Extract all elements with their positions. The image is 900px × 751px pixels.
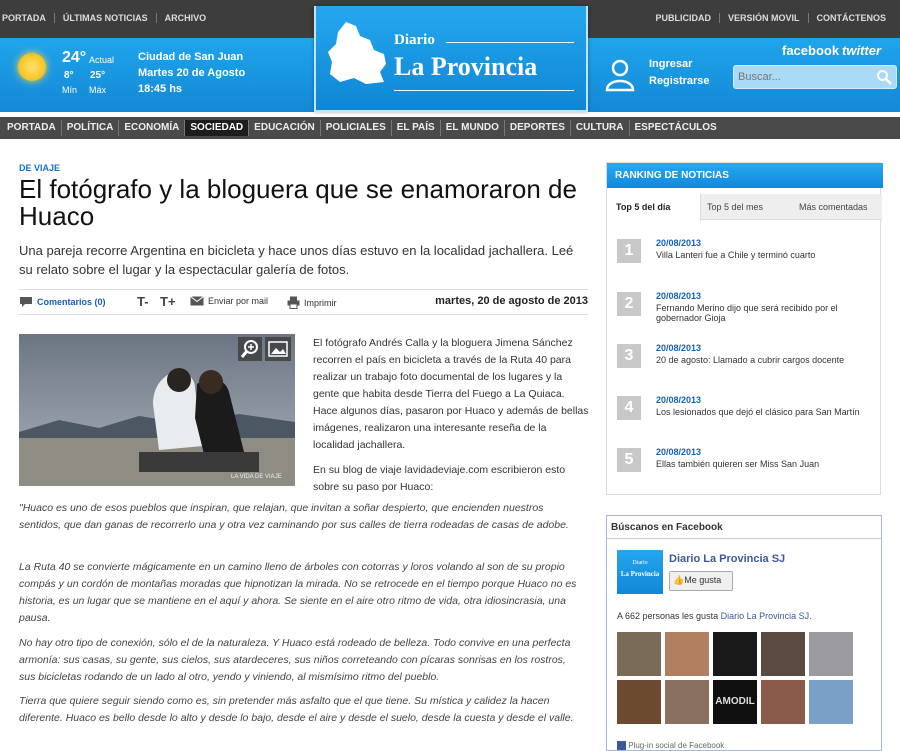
ranking-item-4[interactable] <box>617 395 877 441</box>
ranking-item-5[interactable] <box>617 447 877 493</box>
rank-date: 20/08/2013 <box>656 447 702 457</box>
top-link-version-movil[interactable]: VERSIÓN MOVIL <box>720 13 809 23</box>
email-button[interactable] <box>190 296 268 306</box>
fan-count-page[interactable]: Diario La Provincia SJ. <box>720 611 812 621</box>
quote-paragraph-2: La Ruta 40 se convierte mágicamente en un camino lleno de árboles con cotorras y loros volando al son de su propio compás y un cordón de montañas moradas que hipnotizan la mirada. No se retrocede en el tiempo porque Huaco no es historia, es un lugar que se mantiene en el aquí y ahora. Se siente en el aire otro ritmo de vida, otra idiosincrasia, una pausa. <box>19 561 577 624</box>
article-section-label[interactable]: DE VIAJE <box>19 163 61 173</box>
current-time: 18:45 hs <box>138 83 183 95</box>
fan-avatar[interactable] <box>665 680 709 724</box>
search-box <box>733 65 897 89</box>
nav-politica[interactable]: POLÍTICA <box>62 120 120 136</box>
font-decrease-button[interactable]: T- <box>137 294 149 309</box>
fan-avatar[interactable] <box>809 632 853 676</box>
like-button[interactable] <box>669 571 733 591</box>
current-temperature: 24° <box>62 49 87 66</box>
facebook-widget <box>606 515 882 751</box>
gallery-icon <box>265 337 291 361</box>
nav-sociedad[interactable]: SOCIEDAD <box>185 120 249 136</box>
fb-logo-line2: La Provincia <box>620 570 660 578</box>
rank-headline[interactable]: Fernando Merino dijo que será recibido por el gobernador Gioja <box>656 303 838 323</box>
facebook-link[interactable]: facebook <box>782 43 840 58</box>
gallery-button[interactable] <box>265 337 291 361</box>
facebook-page-name[interactable]: Diario La Provincia SJ <box>669 553 786 565</box>
intro-paragraph-1: El fotógrafo Andrés Calla y la bloguera Jimena Sánchez recorren el país en bicicleta a través de la Ruta 40 para realizar un trabajo foto documental de los lugares y la gente que habita desde Tierra del Fuego a La Quiaca. Hace algunos días, pasaron por Huaco y además de bellas imágenes, realizaron una interesante reseña de la localidad jachallera. <box>313 337 589 451</box>
fan-avatar[interactable]: AMODIL <box>713 680 757 724</box>
facebook-fan-count <box>617 611 812 621</box>
article-photo[interactable] <box>19 334 295 486</box>
fan-avatar[interactable] <box>617 632 661 676</box>
nav-economia[interactable]: ECONOMÍA <box>119 120 185 136</box>
rank-headline[interactable]: 20 de agosto: Llamado a cubrir cargos docente <box>656 355 845 365</box>
province-map-icon <box>326 20 388 86</box>
actual-label: Actual <box>89 55 115 65</box>
current-date: Martes 20 de Agosto <box>138 67 246 79</box>
article-subtitle: Una pareja recorre Argentina en bicicleta y hace unos días estuvo en la localidad jachallera. Leé su relato sobre el lugar y la espectacular galería de fotos. <box>19 243 574 277</box>
comments-label: Comentarios (0) <box>37 297 106 307</box>
nav-cultura[interactable]: CULTURA <box>571 120 630 136</box>
rank-headline[interactable]: Villa Lanteri fue a Chile y terminó cuarto <box>656 250 816 260</box>
comment-icon <box>19 296 33 308</box>
comments-button[interactable] <box>19 296 106 308</box>
rank-number: 1 <box>617 239 641 263</box>
fb-logo-line1: Diario <box>632 560 648 566</box>
rank-date: 20/08/2013 <box>656 343 702 353</box>
top-link-publicidad[interactable]: PUBLICIDAD <box>647 13 720 23</box>
fan-avatar[interactable] <box>617 680 661 724</box>
fan-avatar[interactable] <box>713 632 757 676</box>
magnifier-icon <box>238 337 262 361</box>
rank-number: 4 <box>617 396 641 420</box>
thumbs-up-icon: 👍 <box>673 575 685 585</box>
facebook-plugin-footer <box>617 741 724 750</box>
fan-avatar[interactable] <box>809 680 853 724</box>
ranking-item-2[interactable] <box>617 291 877 337</box>
font-increase-button[interactable]: T+ <box>160 294 176 309</box>
logo-divider-bottom <box>394 90 574 91</box>
location-info <box>138 49 245 97</box>
zoom-button[interactable] <box>238 337 262 361</box>
search-input[interactable] <box>734 66 874 88</box>
top-links-left <box>0 13 214 23</box>
register-link[interactable]: Registrarse <box>649 75 710 87</box>
nav-educacion[interactable]: EDUCACIÓN <box>249 120 321 136</box>
facebook-icon <box>617 741 626 750</box>
envelope-icon <box>190 296 204 306</box>
email-label: Enviar por mail <box>208 296 269 306</box>
sun-icon <box>18 53 46 81</box>
user-links <box>649 56 710 90</box>
ranking-panel <box>606 162 881 495</box>
top-link-portada[interactable]: PORTADA <box>0 13 55 23</box>
article-date: martes, 20 de agosto de 2013 <box>435 295 588 307</box>
nav-espectaculos[interactable]: ESPECTÁCULOS <box>634 122 717 133</box>
print-label: Imprimir <box>304 297 337 308</box>
nav-deportes[interactable]: DEPORTES <box>505 120 571 136</box>
user-icon[interactable] <box>604 58 636 92</box>
rank-number: 3 <box>617 344 641 368</box>
like-label: Me gusta <box>684 575 722 585</box>
fan-count-text: A 662 personas les gusta <box>617 611 721 621</box>
ranking-item-1[interactable] <box>617 238 877 284</box>
ranking-header: RANKING DE NOTICIAS <box>607 163 883 188</box>
nav-el-pais[interactable]: EL PAÍS <box>392 120 441 136</box>
weather-widget <box>0 41 316 109</box>
fan-avatar[interactable] <box>665 632 709 676</box>
quote-paragraph-1: "Huaco es uno de esos pueblos que inspiran, que relajan, que invitan a soñar despierto, que encienden nuestros sentidos, que dan ganas de recorrerlo una y otra vez caminando por sus calles de tierra rodeadas de casas de adobe. <box>19 502 569 531</box>
rank-date: 20/08/2013 <box>656 291 702 301</box>
top-link-ultimas-noticias[interactable]: ÚLTIMAS NOTICIAS <box>55 13 157 23</box>
logo-diario: Diario <box>394 32 435 48</box>
article-intro <box>313 335 589 496</box>
tab-top5-dia[interactable]: Top 5 del día <box>616 202 671 212</box>
ranking-tabs <box>607 194 882 220</box>
tab-top5-mes[interactable]: Top 5 del mes <box>707 202 764 212</box>
min-temperature: 8° <box>64 70 74 81</box>
logo-divider-top <box>446 42 574 43</box>
max-temperature: 25° <box>90 70 106 81</box>
login-link[interactable]: Ingresar <box>649 58 693 70</box>
nav-el-mundo[interactable]: EL MUNDO <box>441 120 505 136</box>
nav-portada[interactable]: PORTADA <box>2 120 62 136</box>
rank-headline[interactable]: Los lesionados que dejó el clásico para San Martín <box>656 407 860 417</box>
printer-icon <box>287 296 300 309</box>
fan-avatar[interactable] <box>761 680 805 724</box>
min-label: Mín <box>62 85 78 95</box>
article-title: El fotógrafo y la bloguera que se enamoraron de Huaco <box>19 174 577 231</box>
quote-paragraph-3: No hay otro tipo de conexión, sólo el de la naturaleza. Y Huaco está rodeado de belleza. Todo convive en una perfecta armonía: sus casas, su gente, sus cielos, sus atardeceres, sus niños correteando con pícaras sonrisas en los rostros, sus bicicletas rodando de un lado al otro, yendo y viniendo, al mismísimo ritmo del pueblo. <box>19 637 571 683</box>
rank-number: 5 <box>617 448 641 472</box>
tab-mas-comentadas[interactable]: Más comentadas <box>799 202 868 212</box>
rank-number: 2 <box>617 292 641 316</box>
search-icon[interactable] <box>876 69 892 85</box>
photo-watermark: LA VIDA DE VIAJE <box>231 474 282 480</box>
rank-date: 20/08/2013 <box>656 238 702 248</box>
rank-headline[interactable]: Ellas también quieren ser Miss San Juan <box>656 459 820 469</box>
main-nav <box>0 117 900 139</box>
intro-paragraph-2: En su blog de viaje lavidadeviaje.com escribieron esto sobre su paso por Huaco: <box>313 464 566 493</box>
twitter-link[interactable]: twitter <box>842 43 881 58</box>
plugin-label[interactable]: Plug-in social de Facebook <box>628 741 725 750</box>
quote-paragraph-4: Tierra que quiere seguir siendo como es, sin pretender más asfalto que el que tiene. Su mística y calidez la hacen diferente. Huaco es bello desde lo alto y desde lo bajo, desde el aire y desde el suelo, desde la cuesta y desde el valle. <box>19 695 574 724</box>
city-name: Ciudad de San Juan <box>138 51 244 63</box>
logo-name: La Provincia <box>394 52 538 81</box>
site-logo[interactable] <box>314 6 588 112</box>
facebook-header: Búscanos en Facebook <box>607 516 881 539</box>
article-toolbar <box>19 289 588 315</box>
rank-date: 20/08/2013 <box>656 395 702 405</box>
facebook-page-logo[interactable] <box>617 550 663 594</box>
max-label: Máx <box>89 85 107 95</box>
fan-avatar[interactable] <box>761 632 805 676</box>
nav-policiales[interactable]: POLICIALES <box>321 120 392 136</box>
print-button[interactable] <box>287 296 337 309</box>
ranking-item-3[interactable] <box>617 343 877 389</box>
top-link-contactenos[interactable]: CONTÁCTENOS <box>816 13 886 23</box>
top-links-right <box>647 13 894 23</box>
top-link-archivo[interactable]: ARCHIVO <box>164 13 207 23</box>
